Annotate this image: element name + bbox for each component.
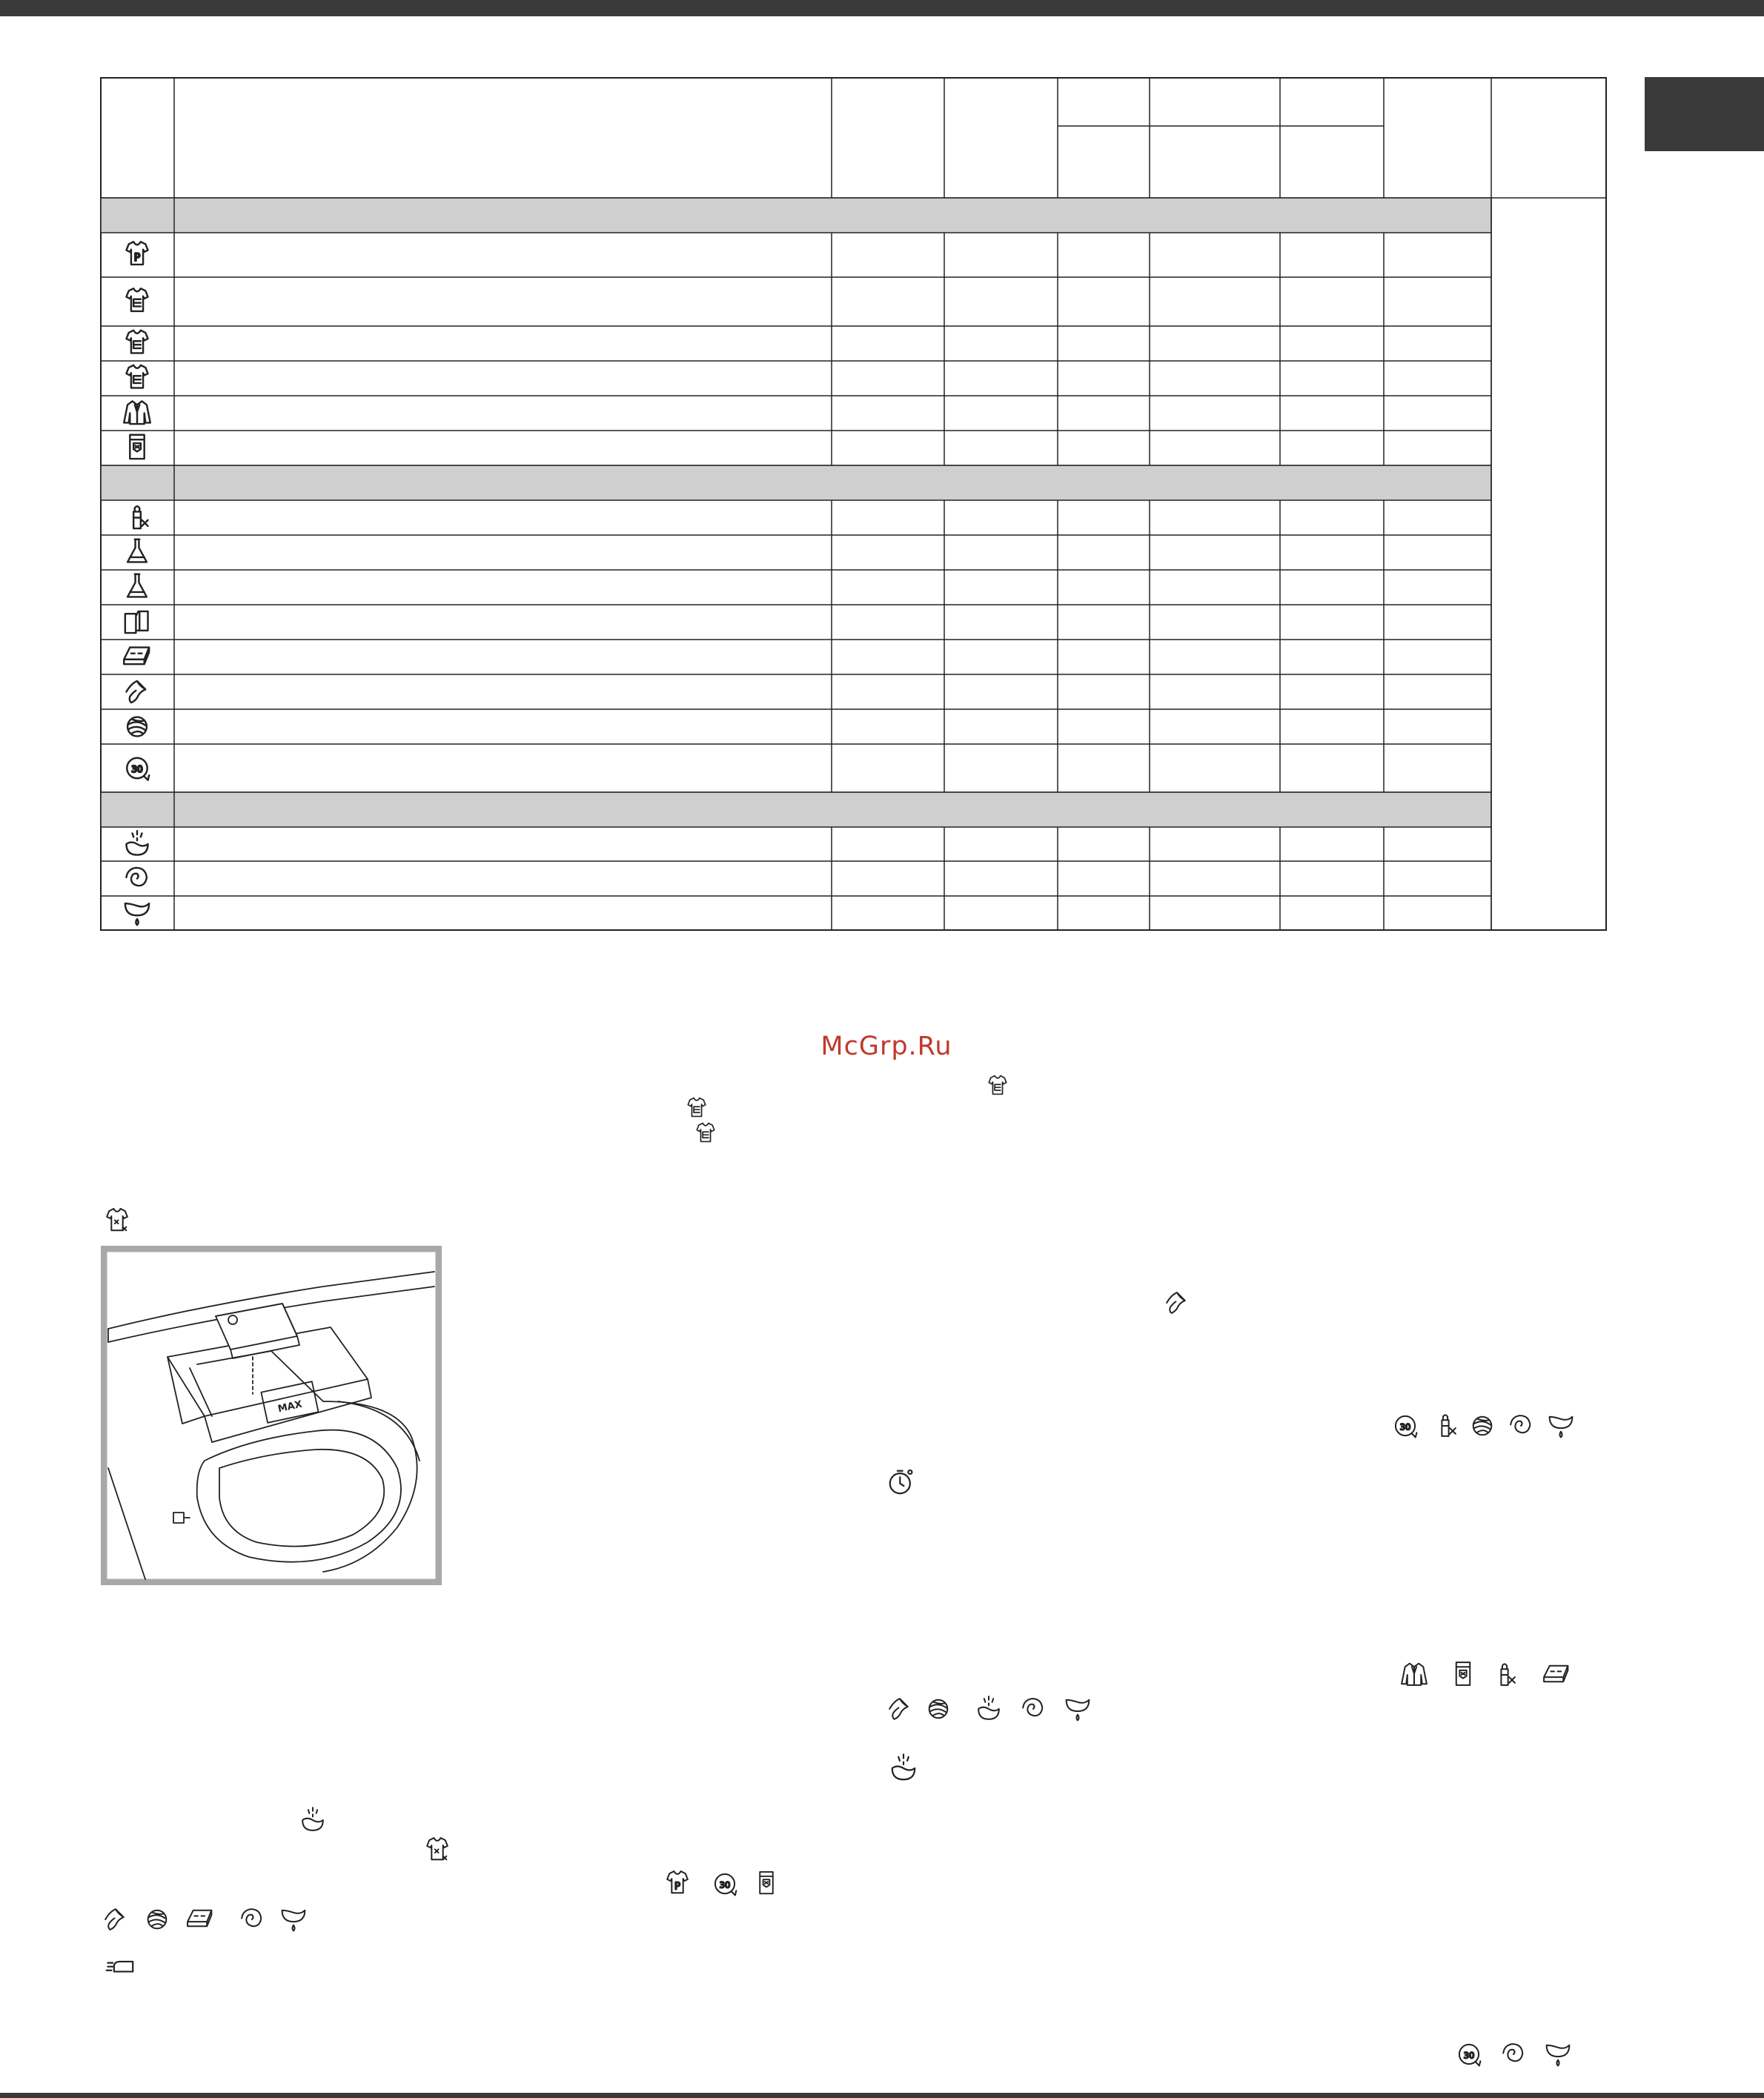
drain-icon <box>125 903 149 925</box>
shirt-icon <box>126 331 147 353</box>
timer-30-icon <box>127 758 149 780</box>
silk-icon <box>885 1694 915 1724</box>
shirt-icon <box>985 1074 1010 1099</box>
spin-icon <box>1018 1694 1048 1724</box>
wool-icon <box>142 1905 172 1934</box>
drain-icon <box>279 1905 308 1934</box>
drain-icon <box>1063 1694 1092 1724</box>
wool-icon <box>924 1694 953 1724</box>
duvet-icon <box>1542 1660 1571 1690</box>
rinse-icon <box>974 1694 1004 1724</box>
silk-icon <box>101 1905 130 1934</box>
shirt-icon <box>693 1121 718 1146</box>
easy-iron-icon <box>105 1949 138 1982</box>
denim-icon <box>1448 1660 1478 1690</box>
duvet-icon <box>124 648 149 665</box>
spin-icon <box>1499 2039 1528 2069</box>
spin-icon <box>126 868 146 886</box>
timer-30-icon <box>1454 2039 1484 2069</box>
pre-wash-shirt-icon <box>663 1869 692 1899</box>
drain-icon <box>1546 1411 1576 1441</box>
watermark-text: McGrp.Ru <box>820 1032 952 1061</box>
shirt-icon <box>126 365 147 388</box>
baby-bottle-icon <box>1490 1660 1519 1690</box>
section-header-row <box>101 198 1491 233</box>
jacket-icon <box>124 401 150 424</box>
rinse-icon <box>126 831 147 854</box>
bottom-bar <box>0 2093 1764 2098</box>
drain-icon <box>1543 2039 1573 2069</box>
timer-30-icon <box>710 1869 740 1899</box>
shirt-icon <box>126 288 147 311</box>
spin-icon <box>1506 1411 1536 1441</box>
detergent-drawer-illustration <box>101 1246 442 1585</box>
silk-icon <box>126 681 145 703</box>
section-header-row <box>101 465 1491 500</box>
baby-bottle-icon <box>133 506 147 528</box>
jacket-icon <box>1399 1660 1429 1690</box>
timer-30-icon <box>1390 1411 1420 1441</box>
flask-icon <box>127 540 147 562</box>
wool-icon <box>1468 1411 1497 1441</box>
wool-icon <box>127 717 147 737</box>
max-level-label: MAX <box>276 1398 304 1415</box>
towels-icon <box>125 611 148 633</box>
denim-icon <box>130 435 144 459</box>
spin-icon <box>237 1905 267 1934</box>
silk-icon <box>1162 1288 1192 1318</box>
programme-table <box>0 0 1764 963</box>
flask-icon <box>127 574 147 597</box>
section-header-row <box>101 792 1491 827</box>
denim-icon <box>752 1870 780 1898</box>
shirt-icon <box>684 1096 709 1121</box>
stain-shirt-icon <box>102 1206 132 1236</box>
rinse-icon <box>298 1805 328 1835</box>
baby-bottle-icon <box>1430 1411 1460 1441</box>
stain-shirt-icon <box>422 1836 452 1865</box>
delay-timer-icon <box>885 1466 918 1498</box>
pre-wash-shirt-icon <box>126 242 147 265</box>
rinse-icon <box>887 1752 920 1785</box>
duvet-icon <box>185 1905 215 1934</box>
